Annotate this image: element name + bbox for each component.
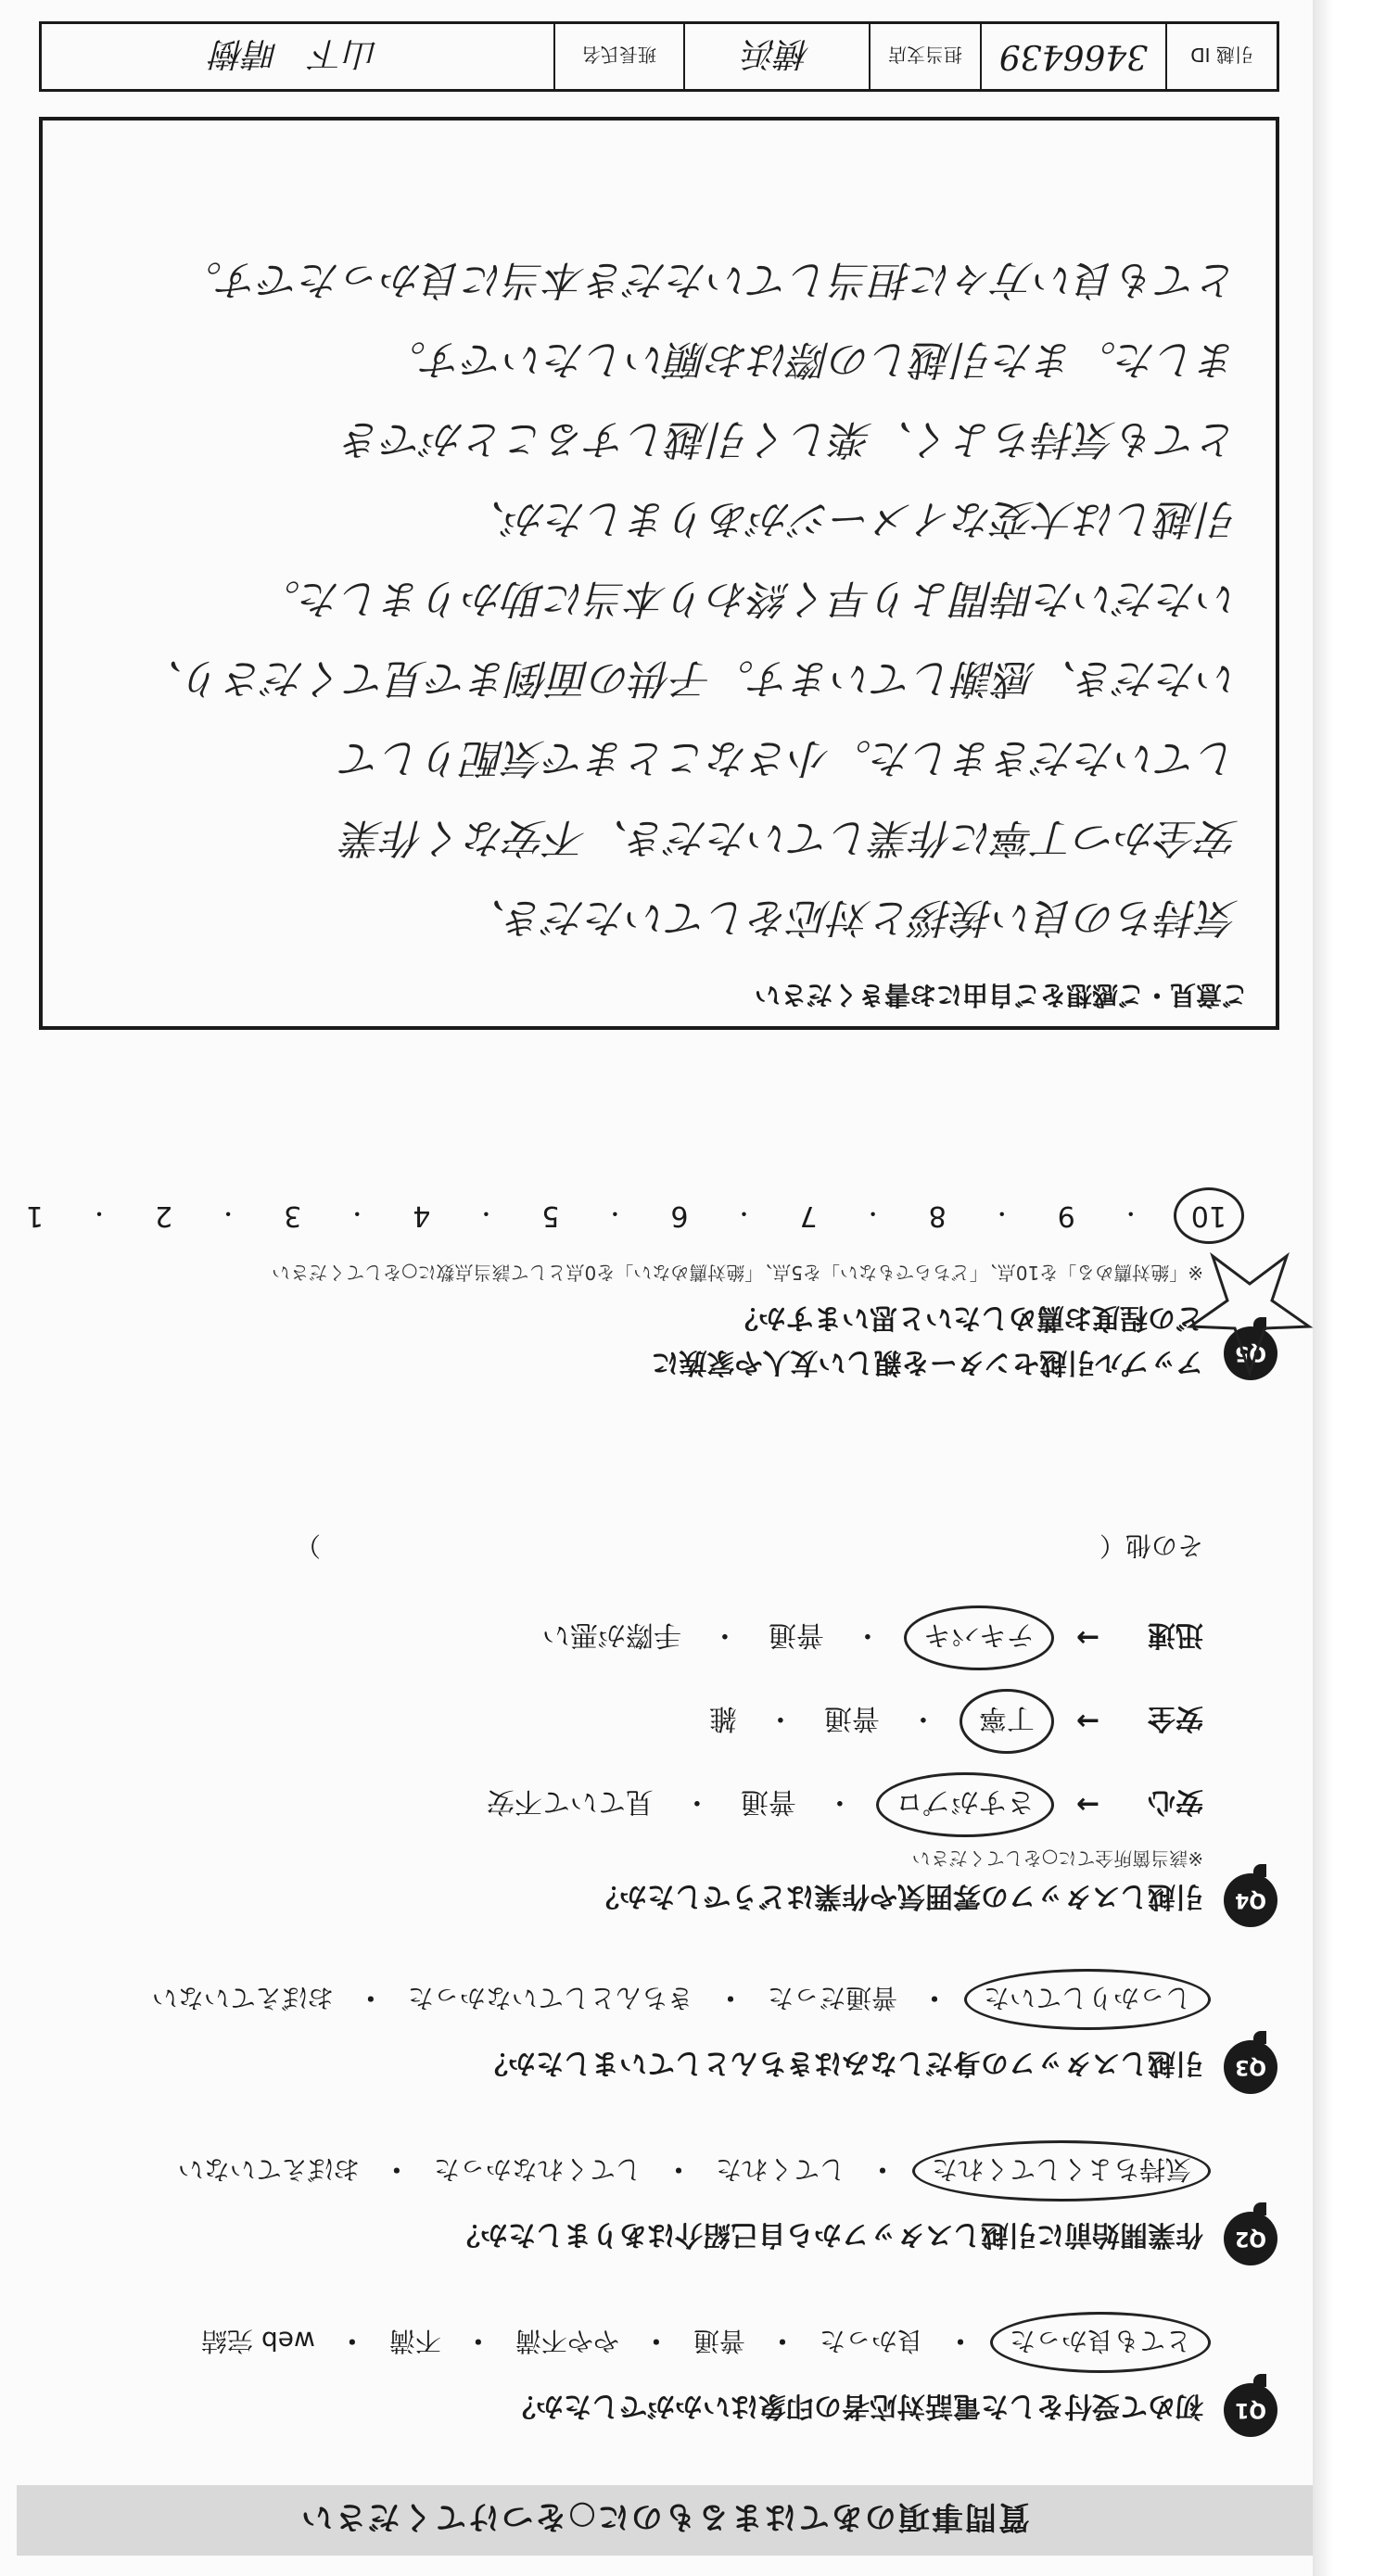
id-table — [39, 21, 1279, 92]
q5-question-line2: どの程度お薦めしたいと思いますか？ — [731, 1301, 1203, 1334]
q1-option-3[interactable]: 普通 — [693, 2326, 745, 2356]
comment-title: ご意見・ご感想をご自由にお書きください — [754, 980, 1248, 1010]
comment-line: 引越しは大変なイメージがありましたが、 — [464, 495, 1239, 542]
q5-score-1[interactable]: 1 — [25, 1199, 44, 1232]
q2-option-4[interactable]: おぼえていない — [177, 2154, 360, 2185]
q5-score-4[interactable]: 4 — [413, 1199, 431, 1232]
q4-row-label: 安全 — [1148, 1702, 1203, 1734]
handwritten-comment — [70, 239, 1239, 957]
q3-option-3[interactable]: きちんとしていなかった — [407, 1983, 693, 2013]
q2-option-2[interactable]: してくれた — [715, 2154, 845, 2185]
q4-row-3-option-2[interactable]: 普通 — [768, 1618, 824, 1651]
q3-option-4[interactable]: おぼえていない — [151, 1983, 334, 2013]
q4-row-2-option-1[interactable]: 丁寧 — [960, 1689, 1054, 1754]
leader-value[interactable]: 山下 晴樹 — [211, 34, 379, 73]
q1-option-5[interactable]: 不満 — [388, 2326, 441, 2356]
q4-note: ※該当箇所全てに○をしてください — [911, 1847, 1203, 1870]
comment-line: していただきました。小さなことまで気配りして — [341, 734, 1239, 781]
q5-score-2[interactable]: 2 — [155, 1199, 173, 1232]
question-4 — [35, 1464, 1277, 1927]
leader-label: 班長氏名 — [553, 24, 683, 89]
q4-row-1-option-1[interactable]: さすがプロ — [876, 1772, 1054, 1837]
q4-row-3-option-3[interactable]: 手際が悪い — [541, 1618, 681, 1651]
q1-options: とても良かった ・ 良かった ・ 普通 ・ やや不満 ・ 不満 ・ web 完結 — [201, 2324, 1203, 2361]
comment-line: 気持ちの良い挨拶と対応をしていただき、 — [464, 894, 1239, 941]
q5-score-7[interactable]: 7 — [799, 1199, 818, 1232]
q2-option-3[interactable]: してくれなかった — [433, 2154, 642, 2185]
q1-badge: Q1 — [1224, 2383, 1277, 2437]
q2-option-1[interactable]: 気持ちよくしてくれた — [912, 2140, 1211, 2202]
q1-question: 初めて受付をした電話対応者の印象はいかがでしたか？ — [508, 2390, 1203, 2422]
q4-row-label: 迅速 — [1148, 1618, 1203, 1651]
scan-edge — [1313, 0, 1398, 2576]
q2-options: 気持ちよくしてくれた ・ してくれた ・ してくれなかった ・ おぼえていない — [178, 2152, 1203, 2189]
branch-label: 担当支店 — [869, 24, 980, 89]
branch-value[interactable]: 横浜 — [683, 24, 869, 89]
q4-badge: Q4 — [1224, 1873, 1277, 1927]
comment-box[interactable] — [39, 117, 1279, 1030]
q3-badge: Q3 — [1224, 2040, 1277, 2094]
comment-line: とても良い方々に担当していただき本当に良かったです。 — [181, 256, 1239, 303]
id-label: 引越 ID — [1165, 24, 1277, 89]
q4-other[interactable]: その他（ ） — [294, 1530, 1203, 1561]
q5-score-9[interactable]: 9 — [1057, 1199, 1075, 1232]
q4-row-label: 安心 — [1148, 1785, 1203, 1818]
q4-row-anshin: 安心 → さすがプロ ・ 普通 ・ 見ていて不安 — [487, 1784, 1203, 1825]
comment-line: 安全かつ丁寧に作業していただき、不安なく作業 — [342, 814, 1239, 861]
q1-option-6[interactable]: web 完結 — [201, 2326, 315, 2356]
comment-line: ました。また引越しの際はお願いしたいです。 — [385, 336, 1239, 383]
q5-score-3[interactable]: 3 — [284, 1199, 302, 1232]
q4-question: 引越しスタッフの雰囲気や作業はどうでしたか？ — [591, 1880, 1203, 1912]
instruction-text: 質問事項のあてはまるものに○をつけてください — [299, 2498, 1030, 2536]
comment-line: いただいた時間より早く終わり本当に助かりました。 — [260, 575, 1239, 622]
q3-option-2[interactable]: 普通だった — [767, 1983, 897, 2013]
q4-row-1-option-3[interactable]: 見ていて不安 — [486, 1785, 654, 1818]
comment-line: とても気持ちよく、楽しく引越しすることができ — [341, 415, 1239, 463]
q4-row-anzen: 安全 → 丁寧 ・ 普通 ・ 雑 — [709, 1701, 1203, 1742]
q1-option-1[interactable]: とても良かった — [990, 2312, 1211, 2373]
q5-note: ※「絶対薦める」を10点、「どちらでもない」を5点、「絶対薦めない」を0点として該当点数に○をしてください — [272, 1262, 1203, 1284]
q4-row-2-option-3[interactable]: 雑 — [708, 1702, 737, 1734]
q1-option-2[interactable]: 良かった — [819, 2326, 923, 2356]
q5-scale: 10 ・ 9 ・ 8 ・ 7 ・ 6 ・ 5 ・ 4 ・ 3 ・ 2 ・ 1 — [0, 1199, 1231, 1232]
q2-question: 作業開始前に引越しスタッフから自己紹介はありましたか？ — [452, 2218, 1203, 2251]
q1-option-4[interactable]: やや不満 — [515, 2326, 619, 2356]
q5-score-10[interactable]: 10 — [1174, 1187, 1244, 1244]
q3-options: しっかりしていた ・ 普通だった ・ きちんとしていなかった ・ おぼえていない — [152, 1981, 1203, 2018]
q5-question-line1: アップル引越センターを親しい友人や家族に — [651, 1346, 1203, 1378]
star-doodle-icon — [1185, 1250, 1315, 1380]
id-value[interactable]: 3466439 — [980, 24, 1165, 89]
q4-row-1-option-2[interactable]: 普通 — [740, 1785, 796, 1818]
q5-score-5[interactable]: 5 — [541, 1199, 560, 1232]
q4-row-2-option-2[interactable]: 普通 — [823, 1702, 880, 1734]
q2-badge: Q2 — [1224, 2212, 1277, 2265]
q5-score-8[interactable]: 8 — [928, 1199, 947, 1232]
q4-row-3-option-1[interactable]: テキパキ — [904, 1605, 1054, 1670]
q3-option-1[interactable]: しっかりしていた — [964, 1969, 1211, 2030]
q5-score-6[interactable]: 6 — [670, 1199, 689, 1232]
q4-row-jinsoku: 迅速 → テキパキ ・ 普通 ・ 手際が悪い — [542, 1618, 1203, 1658]
q5-badge: Q5 — [1224, 1326, 1277, 1380]
instruction-header — [17, 2485, 1313, 2556]
q3-question: 引越しスタッフの身だしなみはきちんとしていましたか？ — [480, 2047, 1203, 2079]
comment-line: いただき、感謝しています。子供の面倒まで見てくださり、 — [142, 654, 1239, 702]
